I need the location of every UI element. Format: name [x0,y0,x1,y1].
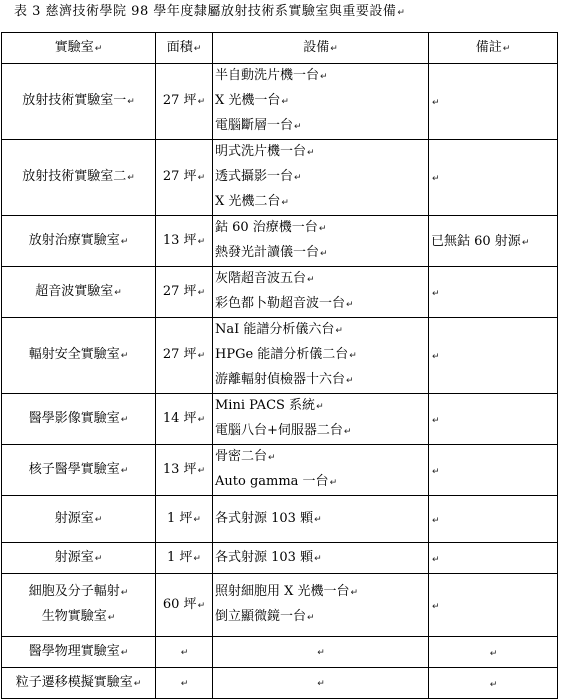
paragraph-mark-icon: ↵ [432,515,440,526]
cell-room [2,637,156,668]
paragraph-mark-icon: ↵ [502,43,511,54]
equipment-line [215,292,426,317]
equipment-line [215,470,426,495]
cell-note [429,267,558,318]
cell-equipment [213,216,429,267]
equipment-line [215,216,426,241]
paragraph-mark-icon: ↵ [197,173,206,183]
cell-room [2,267,156,318]
paragraph-mark-icon: ↵ [432,98,440,108]
paragraph-mark-icon: ↵ [294,122,302,132]
cell-area [156,216,213,267]
room-name-text: 細胞及分子輻射 [28,584,120,599]
table-body [2,64,558,699]
cell-note [429,394,558,445]
header-area-label: 面積 [166,39,193,55]
table-row [2,637,558,668]
paragraph-mark-icon: ↵ [197,97,206,107]
paragraph-mark-icon: ↵ [281,198,289,208]
equipment-line [215,165,426,190]
area-text: 13 坪 [162,461,197,477]
cell-area [156,318,213,394]
cell-room [2,668,156,699]
room-name-text: 輻射安全實驗室 [28,347,120,362]
paragraph-mark-icon: ↵ [197,414,206,425]
paragraph-mark-icon: ↵ [107,613,116,623]
table-row [2,267,558,318]
paragraph-mark-icon: ↵ [346,376,354,386]
room-name-text: 醫學物理實驗室 [28,643,120,659]
equipment-item: 游離輻射偵檢器十六台 [215,372,346,387]
equipment-item: 電腦斷層一台 [215,118,294,133]
lab-equipment-table [1,32,558,699]
cell-area [156,574,213,637]
paragraph-mark-icon: ↵ [120,414,129,425]
equipment-item: 電腦八台+伺服器二台 [215,423,343,438]
cell-equipment [213,140,429,216]
equipment-item: 倒立顯微鏡一台 [215,609,307,624]
room-name-text: 放射技術實驗室二 [22,169,127,184]
table-row [2,318,558,394]
paragraph-mark-icon: ↵ [318,224,327,234]
room-name-text: 生物實驗室 [41,609,107,624]
cell-note [429,140,558,216]
paragraph-mark-icon: ↵ [317,647,325,658]
paragraph-mark-icon: ↵ [120,236,129,247]
equipment-line [215,318,426,343]
paragraph-mark-icon: ↵ [330,43,338,54]
table-row [2,140,558,216]
cell-note [429,637,558,668]
room-name-text: 射源室 [54,510,94,526]
equipment-item: 各式射源 103 顆 [215,549,314,565]
cell-equipment [213,543,429,574]
cell-room [2,445,156,496]
equipment-item: 骨密二台 [215,449,268,464]
cell-note [429,445,558,496]
table-row [2,574,558,637]
paragraph-mark-icon: ↵ [307,613,315,623]
paragraph-mark-icon: ↵ [314,514,322,525]
paragraph-mark-icon: ↵ [180,647,189,658]
area-text: 1 坪 [167,549,193,565]
header-equipment-label: 設備 [303,39,330,55]
equipment-item: X 光機二台 [215,194,281,209]
equipment-item: 明式洗片機一台 [215,144,307,159]
paragraph-mark-icon: ↵ [432,288,440,299]
equipment-line [215,419,426,444]
table-caption [14,2,405,23]
cell-area [156,637,213,668]
area-text: 60 坪 [162,596,197,612]
paragraph-mark-icon: ↵ [197,351,206,361]
cell-note [429,543,558,574]
cell-equipment [213,496,429,543]
cell-room [2,64,156,140]
cell-area [156,543,213,574]
room-name-text: 放射技術實驗室一 [22,93,127,108]
area-text: 27 坪 [162,169,197,184]
cell-room [2,496,156,543]
cell-area [156,668,213,699]
paragraph-mark-icon: ↵ [120,465,129,476]
equipment-line [215,507,426,532]
cell-equipment [213,637,429,668]
table-row [2,394,558,445]
table-row [2,445,558,496]
paragraph-mark-icon: ↵ [180,678,189,689]
cell-area [156,267,213,318]
cell-area [156,496,213,543]
equipment-item: 灰階超音波五台 [215,271,307,286]
room-name-text: 粒子遷移模擬實驗室 [15,674,133,690]
equipment-line [215,114,426,139]
area-text: 27 坪 [162,347,197,362]
paragraph-mark-icon: ↵ [329,478,338,488]
cell-room [2,543,156,574]
cell-room [2,318,156,394]
area-text: 1 坪 [167,510,193,526]
equipment-line [215,140,426,165]
equipment-line [215,368,426,393]
equipment-line [215,605,426,630]
header-note [429,33,558,64]
room-name-text: 醫學影像實驗室 [28,410,120,426]
cell-note [429,574,558,637]
cell-room [2,216,156,267]
paragraph-mark-icon: ↵ [432,415,440,426]
paragraph-mark-icon: ↵ [397,8,406,18]
cell-equipment [213,64,429,140]
cell-area [156,445,213,496]
equipment-item: 半自動洗片機一台 [215,68,320,83]
paragraph-mark-icon: ↵ [197,236,206,247]
cell-room [2,394,156,445]
cell-note [429,318,558,394]
paragraph-mark-icon: ↵ [343,427,352,437]
paragraph-mark-icon: ↵ [114,287,122,298]
header-room-label: 實驗室 [54,39,94,55]
caption-text: 表 3 慈濟技術學院 98 學年度隸屬放射技術系實驗室與重要設備 [14,4,397,19]
cell-equipment [213,318,429,394]
paragraph-mark-icon: ↵ [489,648,498,659]
equipment-item: 彩色都卜勒超音波一台 [215,296,346,311]
equipment-line [215,394,426,419]
paragraph-mark-icon: ↵ [127,173,135,183]
paragraph-mark-icon: ↵ [193,514,201,525]
paragraph-mark-icon: ↵ [193,553,201,564]
cell-area [156,394,213,445]
cell-area [156,140,213,216]
equipment-item: 透式攝影一台 [215,169,294,184]
equipment-item: 照射細胞用 X 光機一台 [215,584,350,599]
paragraph-mark-icon: ↵ [432,466,440,477]
paragraph-mark-icon: ↵ [120,647,129,658]
cell-equipment [213,394,429,445]
equipment-item: Mini PACS 系統 [215,398,316,413]
equipment-line [215,580,426,605]
paragraph-mark-icon: ↵ [432,352,440,362]
table-row [2,216,558,267]
room-name-text: 放射治療實驗室 [28,232,120,248]
paragraph-mark-icon: ↵ [197,600,206,611]
paragraph-mark-icon: ↵ [350,588,359,598]
header-note-label: 備註 [475,39,502,55]
paragraph-mark-icon: ↵ [307,275,315,285]
paragraph-mark-icon: ↵ [197,465,206,476]
equipment-item: NaI 能譜分析儀六台 [215,322,335,337]
paragraph-mark-icon: ↵ [94,553,103,564]
cell-equipment [213,267,429,318]
paragraph-mark-icon: ↵ [268,453,276,463]
paragraph-mark-icon: ↵ [94,514,103,525]
paragraph-mark-icon: ↵ [349,351,357,361]
paragraph-mark-icon: ↵ [320,72,328,82]
cell-room [2,140,156,216]
equipment-line [215,89,426,114]
paragraph-mark-icon: ↵ [432,554,440,565]
equipment-item: HPGe 能譜分析儀二台 [215,347,349,362]
equipment-line [215,343,426,368]
note-text: 已無鈷 60 射源 [431,233,521,249]
table-row [2,543,558,574]
equipment-item: 鈷 60 治療機一台 [215,220,318,235]
area-text: 13 坪 [162,232,197,248]
paragraph-mark-icon: ↵ [120,351,129,361]
paragraph-mark-icon: ↵ [335,326,343,336]
paragraph-mark-icon: ↵ [317,678,325,689]
equipment-item: 各式射源 103 顆 [215,510,314,526]
equipment-line [215,267,426,292]
paragraph-mark-icon: ↵ [294,173,302,183]
room-name-text: 射源室 [54,549,94,565]
header-equipment [213,33,429,64]
table-row [2,496,558,543]
paragraph-mark-icon: ↵ [120,588,129,598]
paragraph-mark-icon: ↵ [346,300,354,310]
cell-equipment [213,574,429,637]
cell-room [2,574,156,637]
paragraph-mark-icon: ↵ [307,148,315,158]
paragraph-mark-icon: ↵ [432,601,440,612]
cell-area [156,64,213,140]
paragraph-mark-icon: ↵ [193,43,202,54]
table-row [2,668,558,699]
paragraph-mark-icon: ↵ [133,678,142,689]
cell-equipment [213,445,429,496]
room-name-line [4,605,153,630]
equipment-line [215,445,426,470]
area-text: 27 坪 [162,93,197,108]
header-row [2,33,558,64]
table-row [2,64,558,140]
cell-note [429,668,558,699]
cell-note [429,216,558,267]
paragraph-mark-icon: ↵ [489,679,498,690]
room-name-text: 核子醫學實驗室 [28,461,120,477]
paragraph-mark-icon: ↵ [316,402,324,412]
cell-equipment [213,668,429,699]
equipment-line [215,64,426,89]
cell-note [429,64,558,140]
paragraph-mark-icon: ↵ [320,249,328,259]
equipment-item: 熱發光計讀儀一台 [215,245,320,260]
paragraph-mark-icon: ↵ [521,237,530,248]
room-name-line [4,580,153,605]
paragraph-mark-icon: ↵ [314,553,322,564]
equipment-line [215,241,426,266]
equipment-line [215,190,426,215]
paragraph-mark-icon: ↵ [432,174,440,184]
cell-note [429,496,558,543]
paragraph-mark-icon: ↵ [94,43,103,54]
equipment-line [215,546,426,571]
area-text: 27 坪 [162,283,197,299]
paragraph-mark-icon: ↵ [281,97,289,107]
room-name-text: 超音波實驗室 [35,283,114,299]
equipment-item: Auto gamma 一台 [215,474,329,489]
area-text: 14 坪 [162,410,197,426]
header-area [156,33,213,64]
paragraph-mark-icon: ↵ [197,287,206,298]
paragraph-mark-icon: ↵ [127,97,135,107]
header-room [2,33,156,64]
equipment-item: X 光機一台 [215,93,281,108]
